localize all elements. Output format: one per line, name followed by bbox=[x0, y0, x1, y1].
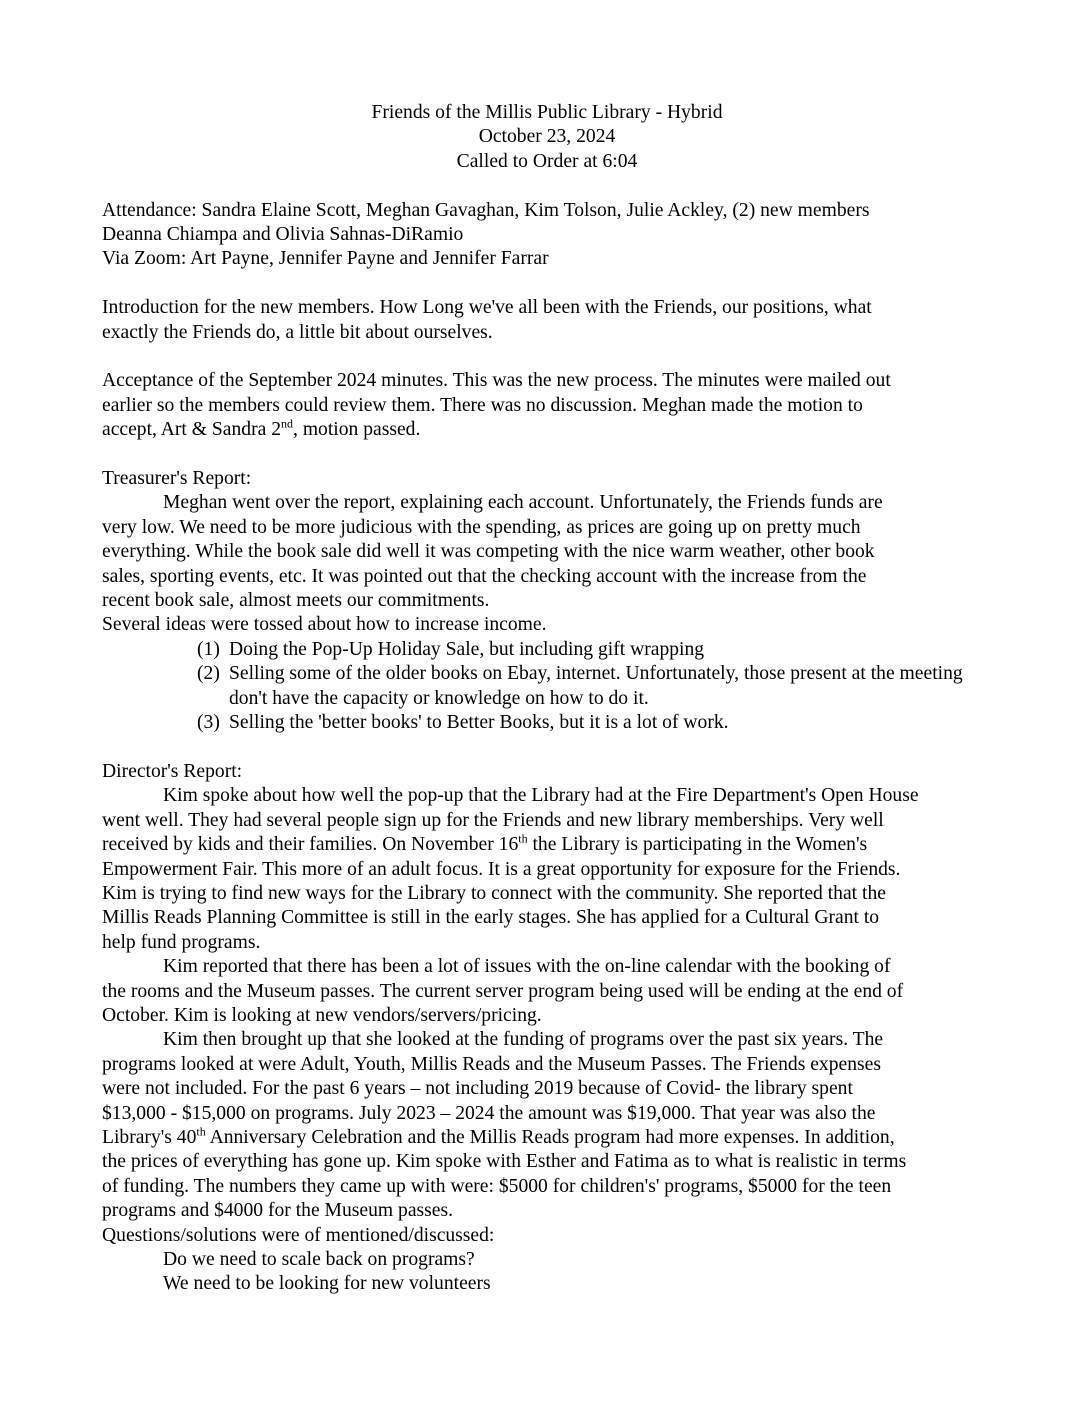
paragraph-line: October. Kim is looking at new vendors/servers/pricing. bbox=[102, 1004, 542, 1026]
list-item bbox=[102, 638, 992, 662]
ordinal-suffix: th bbox=[196, 1124, 206, 1139]
section-heading: Director's Report: bbox=[102, 760, 243, 782]
acceptance-section bbox=[102, 369, 992, 442]
section-heading: Treasurer's Report: bbox=[102, 468, 252, 490]
paragraph-line: the rooms and the Museum passes. The current server program being used will be ending at the end of bbox=[102, 980, 904, 1002]
paragraph-line: Kim is trying to find new ways for the Library to connect with the community. She reported that the bbox=[102, 882, 886, 904]
paragraph-line: Kim then brought up that she looked at the funding of programs over the past six years. The bbox=[163, 1029, 884, 1051]
paragraph-line: programs and $4000 for the Museum passes. bbox=[102, 1200, 453, 1222]
treasurer-section bbox=[102, 467, 992, 735]
paragraph-line bbox=[102, 833, 992, 857]
document-header bbox=[102, 101, 992, 174]
called-to-order: Called to Order at 6:04 bbox=[456, 150, 638, 172]
list-item bbox=[102, 711, 992, 735]
question-item: Do we need to scale back on programs? bbox=[163, 1249, 475, 1271]
paragraph-line: exactly the Friends do, a little bit about ourselves. bbox=[102, 321, 493, 343]
paragraph-line: very low. We need to be more judicious with the spending, as prices are going up on pretty much bbox=[102, 516, 861, 538]
paragraph-line: the prices of everything has gone up. Kim spoke with Esther and Fatima as to what is realistic in terms bbox=[102, 1151, 907, 1173]
paragraph-line: Introduction for the new members. How Long we've all been with the Friends, our positions, what bbox=[102, 297, 872, 319]
paragraph-line: of funding. The numbers they came up with were: $5000 for children's' programs, $5000 for the teen bbox=[102, 1175, 892, 1197]
paragraph-line bbox=[102, 418, 992, 442]
zoom-attendance: Via Zoom: Art Payne, Jennifer Payne and Jennifer Farrar bbox=[102, 248, 549, 270]
question-item: We need to be looking for new volunteers bbox=[163, 1273, 491, 1295]
paragraph-line: programs looked at were Adult, Youth, Millis Reads and the Museum Passes. The Friends expenses bbox=[102, 1053, 881, 1075]
director-paragraph bbox=[102, 784, 992, 955]
paragraph-line: everything. While the book sale did well it was competing with the nice warm weather, other book bbox=[102, 541, 875, 563]
list-number: (3) bbox=[197, 712, 220, 734]
list-item bbox=[102, 662, 992, 711]
meeting-date: October 23, 2024 bbox=[478, 126, 616, 148]
attendance-line: Deanna Chiampa and Olivia Sahnas-DiRamio bbox=[102, 224, 464, 246]
list-number: (2) bbox=[197, 663, 220, 685]
questions-intro: Questions/solutions were of mentioned/discussed: bbox=[102, 1224, 495, 1246]
director-paragraph bbox=[102, 1028, 992, 1223]
paragraph-line: Millis Reads Planning Committee is still in the early stages. She has applied for a Cultural Grant to bbox=[102, 907, 880, 929]
text-run: Anniversary Celebration and the Millis Reads program had more expenses. In addition, bbox=[205, 1126, 895, 1148]
paragraph-line: $13,000 - $15,000 on programs. July 2023 – 2024 the amount was $19,000. That year was also the bbox=[102, 1102, 876, 1124]
paragraph-line: earlier so the members could review them. There was no discussion. Meghan made the motion to bbox=[102, 394, 863, 416]
paragraph-line: went well. They had several people sign up for the Friends and new library memberships. Very well bbox=[102, 809, 884, 831]
paragraph-line: Kim spoke about how well the pop-up that the Library had at the Fire Department's Open House bbox=[163, 785, 919, 807]
ideas-intro: Several ideas were tossed about how to increase income. bbox=[102, 614, 547, 636]
attendance-line: Attendance: Sandra Elaine Scott, Meghan Gavaghan, Kim Tolson, Julie Ackley, (2) new members bbox=[102, 199, 870, 221]
list-text: Selling the 'better books' to Better Books, but it is a lot of work. bbox=[229, 712, 729, 734]
list-text: Selling some of the older books on Ebay, internet. Unfortunately, those present at the meeting don't have the capacity or knowledge on how to do it. bbox=[229, 663, 963, 709]
ideas-list bbox=[102, 638, 992, 736]
paragraph-line: Empowerment Fair. This more of an adult focus. It is a great opportunity for exposure for the Friends. bbox=[102, 858, 901, 880]
document-title: Friends of the Millis Public Library - Hybrid bbox=[371, 102, 723, 123]
paragraph-line: sales, sporting events, etc. It was pointed out that the checking account with the increase from the bbox=[102, 565, 867, 587]
paragraph-line: recent book sale, almost meets our commitments. bbox=[102, 590, 490, 612]
text-run: Library's 40 bbox=[102, 1126, 197, 1148]
paragraph-line: Meghan went over the report, explaining each account. Unfortunately, the Friends funds are bbox=[163, 492, 883, 514]
list-number: (1) bbox=[197, 638, 220, 660]
text-run: received by kids and their families. On November 16 bbox=[102, 834, 519, 856]
paragraph-line bbox=[102, 1126, 992, 1150]
paragraph-line: Acceptance of the September 2024 minutes. This was the new process. The minutes were mailed out bbox=[102, 370, 891, 392]
director-section bbox=[102, 760, 992, 1297]
director-paragraph bbox=[102, 955, 992, 1028]
list-text: Doing the Pop-Up Holiday Sale, but including gift wrapping bbox=[229, 638, 705, 660]
introduction-section bbox=[102, 296, 992, 345]
paragraph-line: Kim reported that there has been a lot of issues with the on-line calendar with the booking of bbox=[163, 956, 891, 978]
text-run: the Library is participating in the Women's bbox=[527, 834, 868, 856]
ordinal-suffix: nd bbox=[281, 416, 294, 431]
attendance-section bbox=[102, 199, 992, 272]
text-run: accept, Art & Sandra 2 bbox=[102, 419, 282, 441]
minutes-document bbox=[102, 101, 992, 1297]
ordinal-suffix: th bbox=[518, 831, 528, 846]
paragraph-line: were not included. For the past 6 years – not including 2019 because of Covid- the library spent bbox=[102, 1078, 853, 1100]
text-run: , motion passed. bbox=[293, 419, 421, 441]
paragraph-line: help fund programs. bbox=[102, 931, 261, 953]
